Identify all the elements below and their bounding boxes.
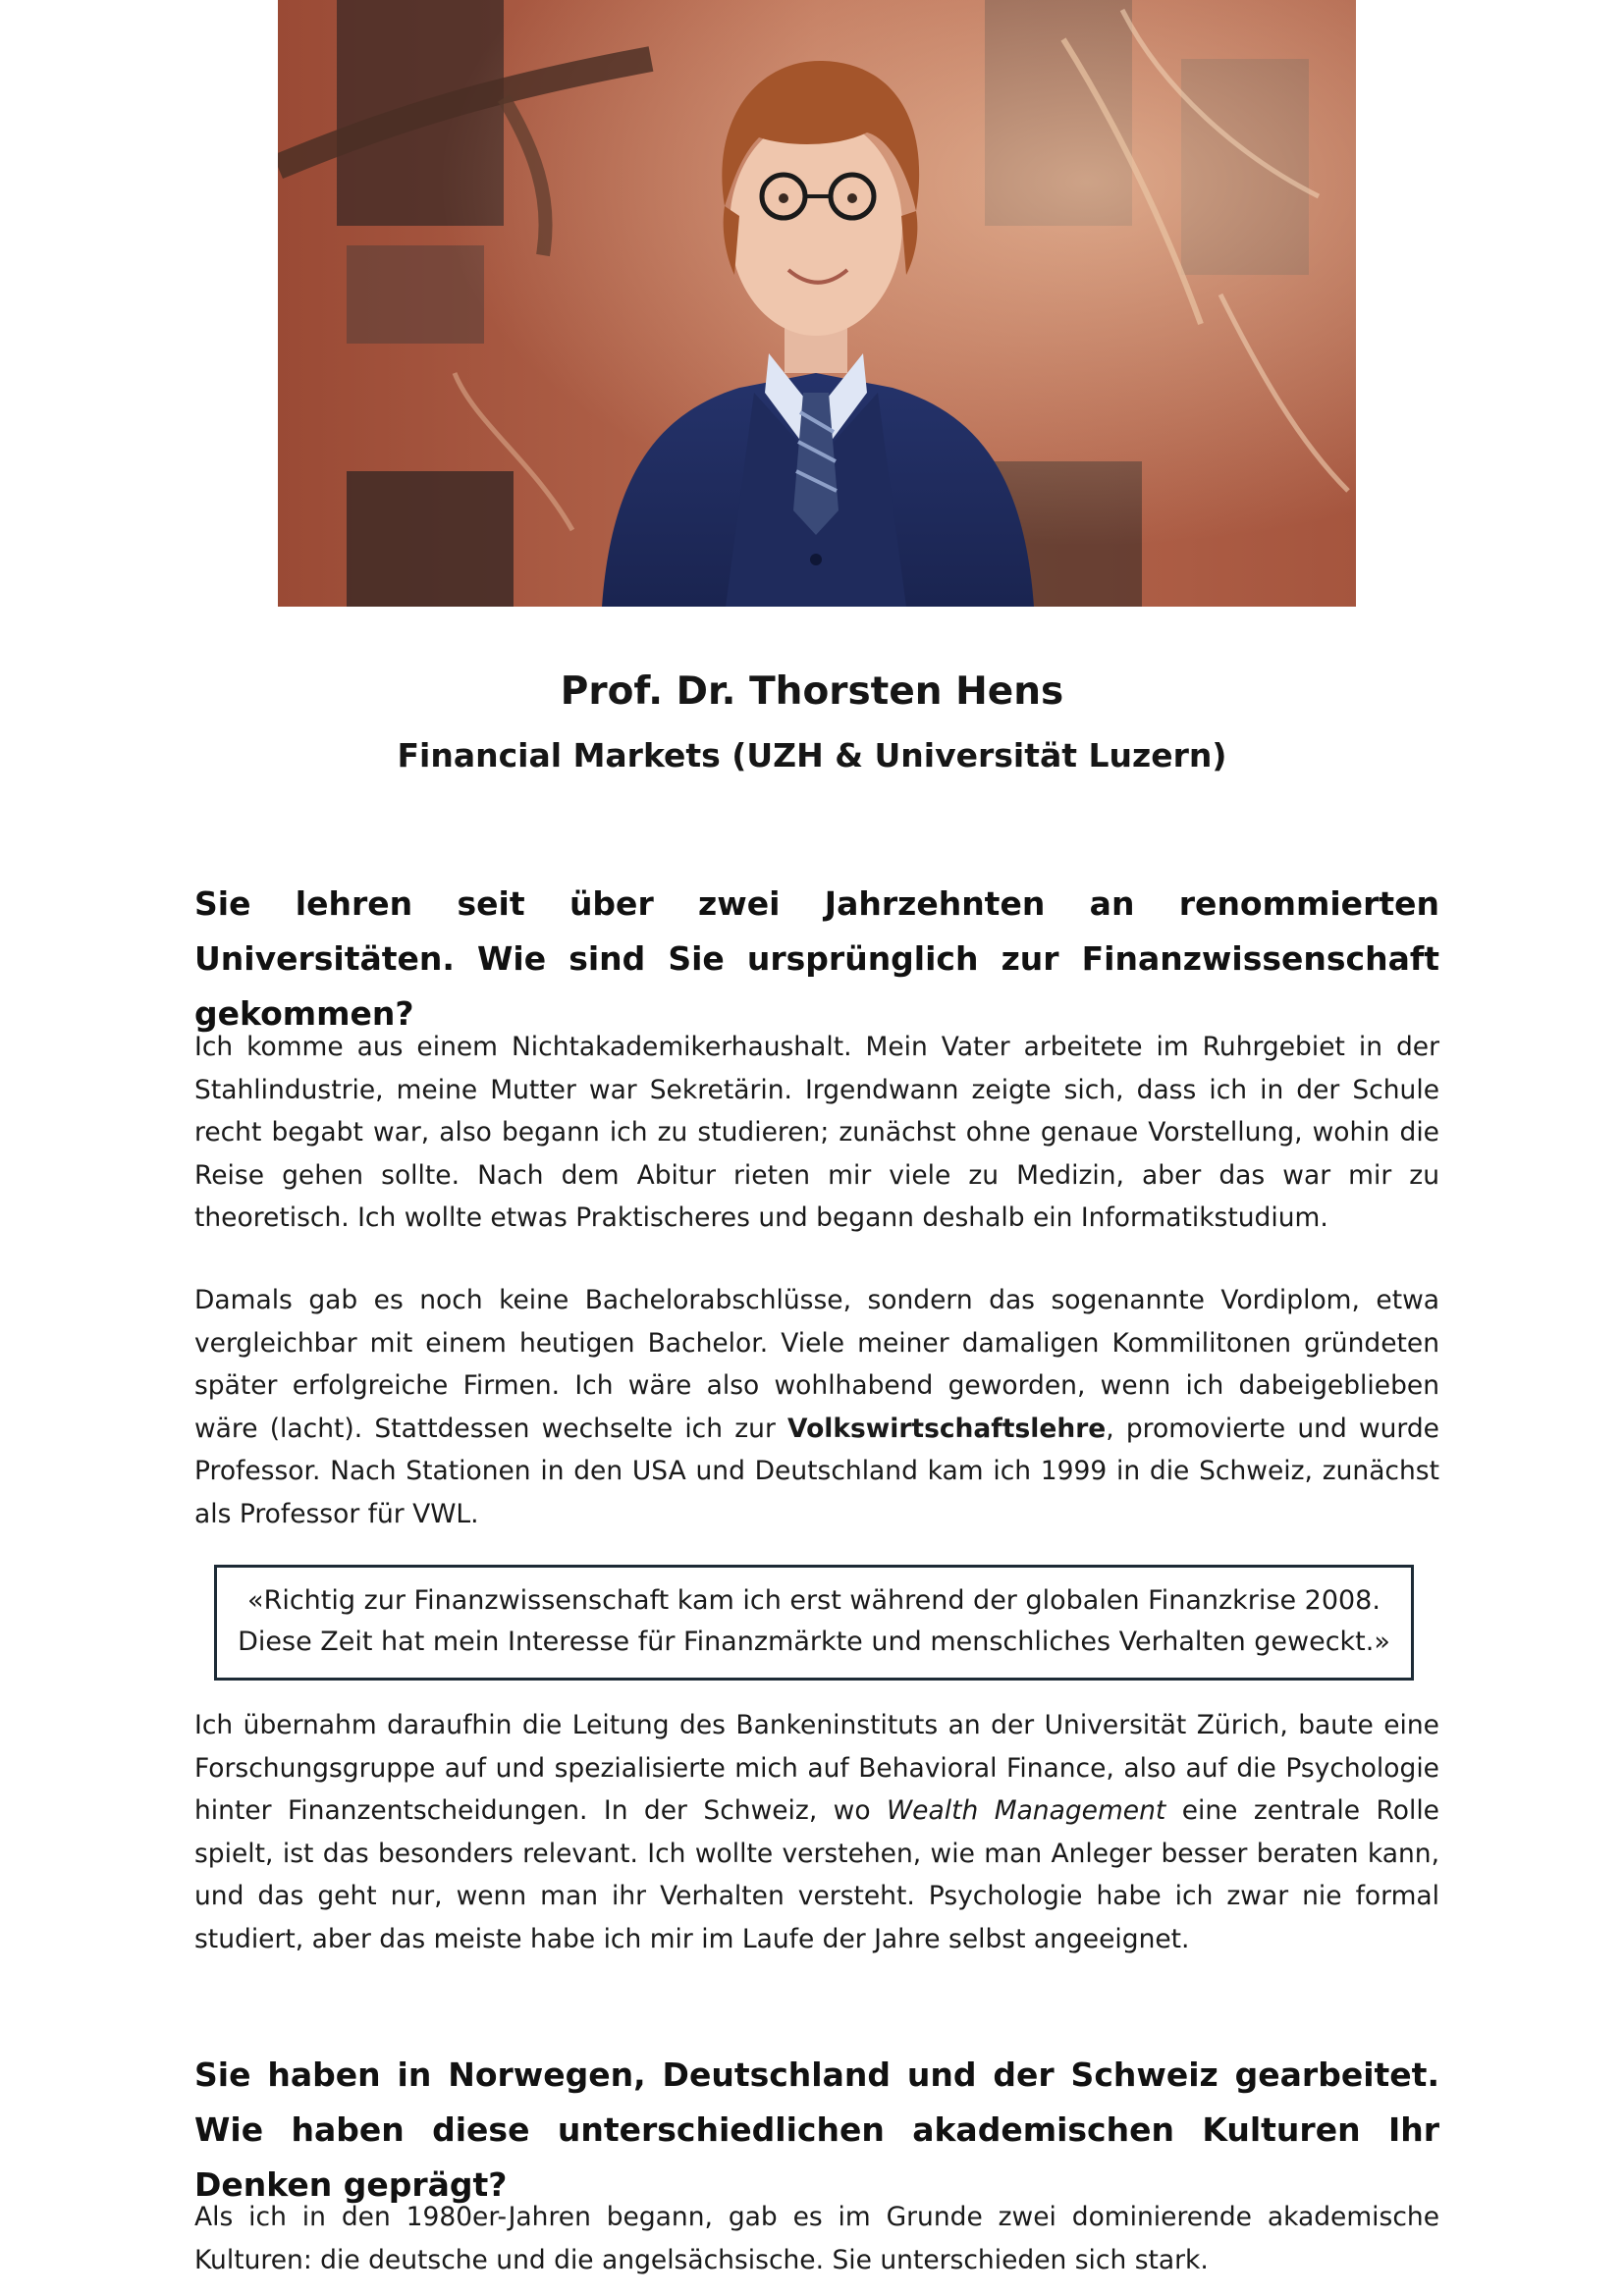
pull-quote-line-1: «Richtig zur Finanzwissenschaft kam ich erst während der globalen Finanzkrise 2008.: [247, 1585, 1380, 1616]
pull-quote: [214, 1565, 1414, 1681]
answer-1-paragraph-3-block: [194, 1704, 1439, 1960]
answer-2-paragraph-1: Als ich in den 1980er-Jahren begann, gab es im Grunde zwei dominierende akademische Kulturen: die deutsche und die angelsächsische. Sie unterschieden sich stark.: [194, 2202, 1439, 2275]
question-1: Sie lehren seit über zwei Jahrzehnten an renommierten Universitäten. Wie sind Sie ursprünglich zur Finanzwissenschaft gekommen?: [194, 884, 1439, 1033]
answer-1-paragraph-3-italic: Wealth Management: [886, 1795, 1166, 1826]
answer-2-paragraph-1-block: [194, 2196, 1439, 2281]
question-2-block: [194, 2048, 1439, 2213]
answer-1-paragraph-1: Ich komme aus einem Nichtakademikerhaushalt. Mein Vater arbeitete im Ruhrgebiet in der Stahlindustrie, meine Mutter war Sekretärin. Irgendwann zeigte sich, dass ich in der Schule recht begabt war, also begann ich zu studieren; zunächst ohne genaue Vorstellung, wohin die Reise gehen sollte. Nach dem Abitur rieten mir viele zu Medizin, aber das war mir zu theoretisch. Ich wollte etwas Praktischeres und begann deshalb ein Informatikstudium.: [194, 1032, 1439, 1233]
answer-1-paragraph-2-bold: Volkswirtschaftslehre: [787, 1413, 1107, 1444]
answer-1-paragraph-2-text-a: Damals gab es noch keine Bachelorabschlüsse, sondern das sogenannte Vordiplom, etwa vergleichbar mit einem heutigen Bachelor. Viele meiner damaligen Kommilitonen gründeten später erfolgreiche Firmen. Ich wäre also wohlhabend geworden, wenn ich dabeigeblieben wäre (lacht). Stattdessen wechselte ich zur: [194, 1285, 1439, 1444]
question-2: Sie haben in Norwegen, Deutschland und der Schweiz gearbeitet. Wie haben diese unterschiedlichen akademischen Kulturen Ihr Denken geprägt?: [194, 2056, 1439, 2204]
person-affiliation: Financial Markets (UZH & Universität Luzern): [397, 736, 1227, 774]
answer-1-paragraph-2-text-b: , promovierte und wurde Professor. Nach Stationen in den USA und Deutschland kam ich 1999 in die Schweiz, zunächst als Professor für VWL.: [194, 1413, 1439, 1529]
answer-1-paragraph-3-text-a: Ich übernahm daraufhin die Leitung des Bankeninstituts an der Universität Zürich, baute eine Forschungsgruppe auf und spezialisierte mich auf Behavioral Finance, also auf die Psychologie hinter Finanzentscheidungen. In der Schweiz, wo: [194, 1710, 1439, 1826]
question-1-block: [194, 877, 1439, 1041]
answer-1-paragraph-2: [194, 1279, 1439, 1535]
answer-1-paragraph-2-block: [194, 1279, 1439, 1535]
portrait-photo: [278, 0, 1356, 607]
answer-1-paragraph-3: [194, 1704, 1439, 1960]
person-name: Prof. Dr. Thorsten Hens: [560, 669, 1064, 714]
pull-quote-line-2: Diese Zeit hat mein Interesse für Finanzmärkte und menschliches Verhalten geweckt.»: [238, 1627, 1390, 1657]
answer-1-paragraph-1-block: [194, 1026, 1439, 1240]
portrait-illustration: [278, 0, 1356, 607]
answer-1-paragraph-3-text-b: eine zentrale Rolle spielt, ist das besonders relevant. Ich wollte verstehen, wie man Anleger besser beraten kann, und das geht nur, wenn man ihr Verhalten versteht. Psychologie habe ich zwar nie formal studiert, aber das meiste habe ich mir im Laufe der Jahre selbst angeeignet.: [194, 1795, 1439, 1954]
